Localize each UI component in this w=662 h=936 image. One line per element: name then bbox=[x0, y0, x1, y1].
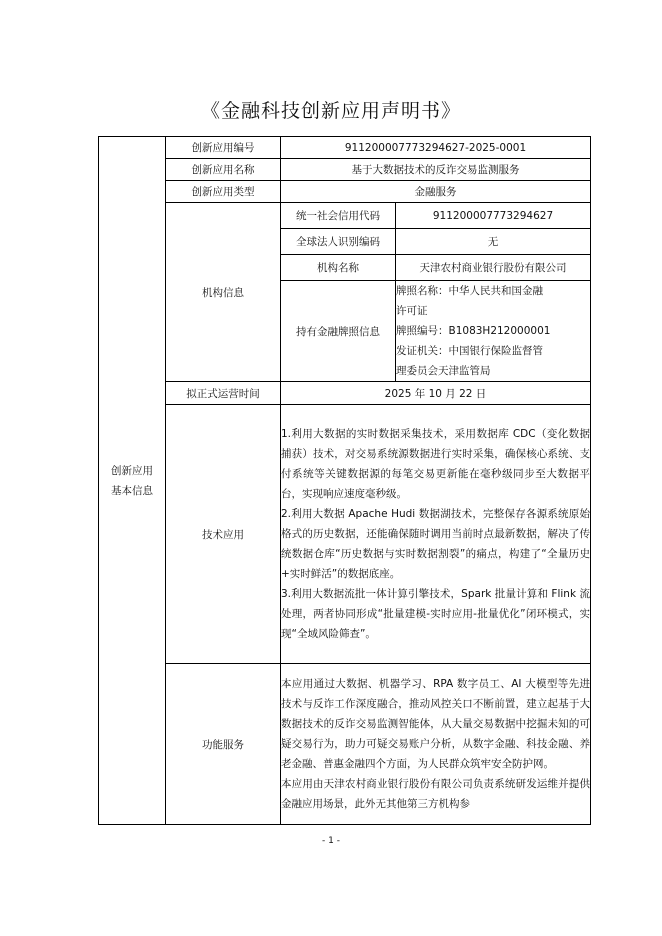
license-line: 牌照名称：中华人民共和国金融 bbox=[396, 285, 543, 297]
launch-value: 2025 年 10 月 22 日 bbox=[281, 382, 591, 405]
credit-code-label: 统一社会信用代码 bbox=[281, 203, 396, 229]
lei-value: 无 bbox=[396, 229, 591, 255]
section-label-line2: 基本信息 bbox=[111, 484, 153, 497]
app-no-label: 创新应用编号 bbox=[166, 137, 281, 159]
section-label-line1: 创新应用 bbox=[111, 464, 153, 477]
license-line: 理委员会天津监管局 bbox=[396, 365, 491, 377]
license-info bbox=[396, 281, 591, 382]
tech-content bbox=[281, 405, 591, 664]
license-line: 牌照编号：B1083H212000001 bbox=[396, 325, 551, 337]
tech-row bbox=[99, 405, 591, 664]
func-row bbox=[99, 664, 591, 825]
app-type-label: 创新应用类型 bbox=[166, 181, 281, 203]
tech-paragraph: 3.利用大数据流批一体计算引擎技术，Spark 批量计算和 Flink 流处理，两者协同形成“批量建模-实时应用-批量优化”闭环模式，实现“全域风险筛查”。 bbox=[281, 588, 590, 640]
credit-code-row bbox=[99, 203, 591, 229]
document-title: 《金融科技创新应用声明书》 bbox=[200, 100, 461, 122]
tech-paragraph: 2.利用大数据 Apache Hudi 数据湖技术，完整保存各源系统原始格式的历史数据，还能确保随时调用当前时点最新数据，解决了传统数据仓库“历史数据与实时数据割裂”的痛点，构建了“全量历史+实时鲜活”的数据底座。 bbox=[281, 508, 590, 580]
org-info-label: 机构信息 bbox=[166, 203, 281, 382]
func-content bbox=[281, 664, 591, 825]
app-name-label: 创新应用名称 bbox=[166, 159, 281, 181]
section-label bbox=[99, 137, 166, 825]
tech-label: 技术应用 bbox=[166, 405, 281, 664]
launch-label: 拟正式运营时间 bbox=[166, 382, 281, 405]
page-number: - 1 - bbox=[322, 836, 340, 846]
license-label: 持有金融牌照信息 bbox=[281, 281, 396, 382]
org-name-label: 机构名称 bbox=[281, 255, 396, 281]
app-name-row bbox=[99, 159, 591, 181]
app-no-value: 911200007773294627-2025-0001 bbox=[281, 137, 591, 159]
app-type-row bbox=[99, 181, 591, 203]
declaration-table bbox=[98, 136, 591, 825]
func-label: 功能服务 bbox=[166, 664, 281, 825]
app-no-row bbox=[99, 137, 591, 159]
func-paragraph: 本应用通过大数据、机器学习、RPA 数字员工、AI 大模型等先进技术与反诈工作深度融合，推动风控关口不断前置，建立起基于大数据技术的反诈交易监测智能体，从大量交易数据中挖掘未知的可疑交易行为，助力可疑交易账户分析，从数字金融、科技金融、养老金融、普惠金融四个方面，为人民群众筑牢安全防护网。 bbox=[281, 678, 590, 770]
launch-row bbox=[99, 382, 591, 405]
func-paragraph: 本应用由天津农村商业银行股份有限公司负责系统研发运维并提供金融应用场景，此外无其他第三方机构参 bbox=[281, 778, 590, 810]
app-type-value: 金融服务 bbox=[281, 181, 591, 203]
tech-paragraph: 1.利用大数据的实时数据采集技术，采用数据库 CDC（变化数据捕获）技术，对交易系统源数据进行实时采集，确保核心系统、支付系统等关键数据源的每笔交易更新能在毫秒级同步至大数据平台，实现响应速度毫秒级。 bbox=[281, 428, 590, 500]
license-line: 发证机关：中国银行保险监督管 bbox=[396, 345, 543, 357]
license-line: 许可证 bbox=[396, 305, 428, 317]
org-name-value: 天津农村商业银行股份有限公司 bbox=[396, 255, 591, 281]
lei-label: 全球法人识别编码 bbox=[281, 229, 396, 255]
credit-code-value: 911200007773294627 bbox=[396, 203, 591, 229]
app-name-value: 基于大数据技术的反诈交易监测服务 bbox=[281, 159, 591, 181]
